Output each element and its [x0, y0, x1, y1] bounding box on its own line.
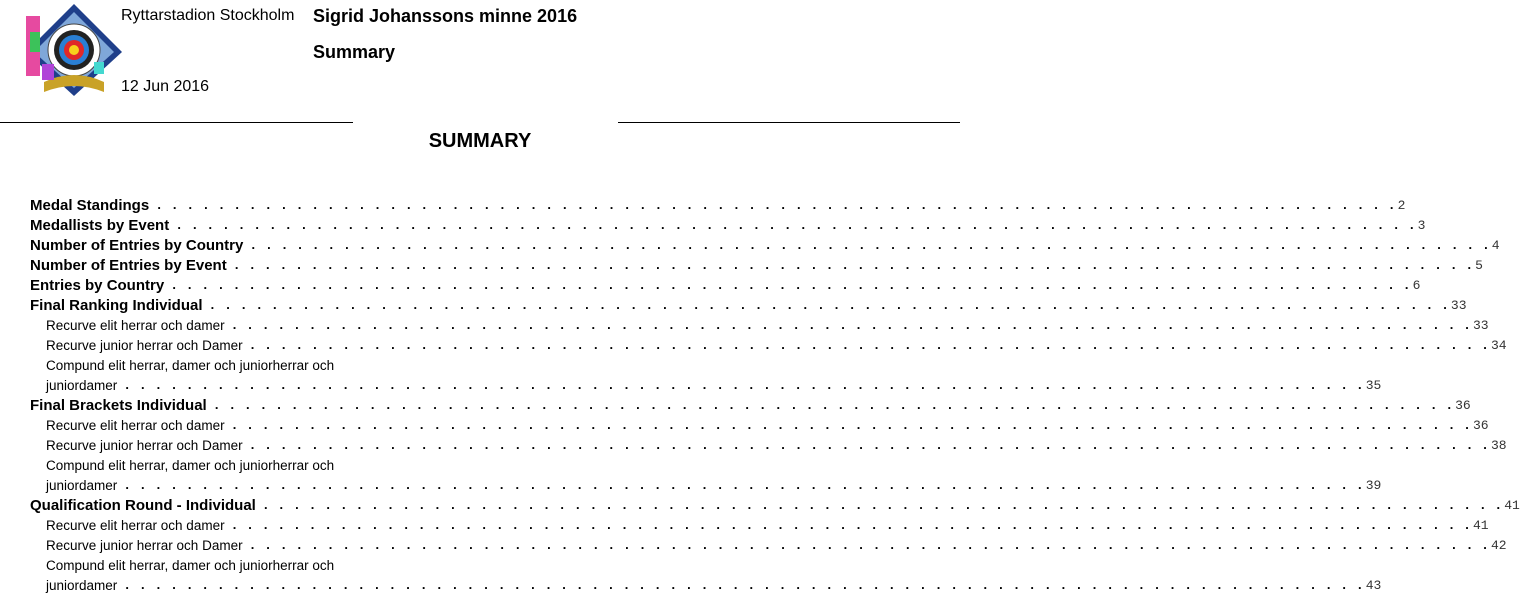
toc-page-number: 42	[1490, 538, 1507, 553]
toc-entry	[30, 296, 1467, 316]
page-heading: SUMMARY	[428, 130, 532, 152]
dot-leader: . . . . . . . . . . . . . . . . . . . . . . . . . . . . . . . . . . . . . . . . . . . . . . . . . . . . . . . . . . . . . . . . . . . . . . . . . . . . . . . .	[175, 218, 1416, 233]
toc-page-number: 5	[1475, 258, 1483, 273]
toc-page-number: 33	[1472, 318, 1489, 333]
toc-entry-label: Qualification Round - Individual	[30, 497, 256, 514]
toc-entry-label: Number of Entries by Country	[30, 237, 244, 254]
toc-page-number: 41	[1472, 518, 1489, 533]
toc-entry-label: juniordamer	[46, 578, 118, 593]
dot-leader: . . . . . . . . . . . . . . . . . . . . . . . . . . . . . . . . . . . . . . . . . . . . . . . . . . . . . . . . . . . . . . . . . . . . . . . . . . . . . . . .	[155, 198, 1396, 213]
dot-leader: . . . . . . . . . . . . . . . . . . . . . . . . . . . . . . . . . . . . . . . . . . . . . . . . . . . . . . . . . . . . . . . . . . . . . . . . . . . . . . . .	[248, 438, 1489, 453]
dot-leader: . . . . . . . . . . . . . . . . . . . . . . . . . . . . . . . . . . . . . . . . . . . . . . . . . . . . . . . . . . . . . . . . . . . . . . . . . . . . . . . .	[170, 278, 1411, 293]
dot-leader: . . . . . . . . . . . . . . . . . . . . . . . . . . . . . . . . . . . . . . . . . . . . . . . . . . . . . . . . . . . . . . . . . . . . . . . . . . . . . . . .	[261, 498, 1503, 513]
dot-leader: . . . . . . . . . . . . . . . . . . . . . . . . . . . . . . . . . . . . . . . . . . . . . . . . . . . . . . . . . . . . . . . . . . . . . . . . . . . . . . . .	[248, 538, 1489, 553]
toc-entry-label: Recurve junior herrar och Damer	[46, 338, 243, 353]
toc-subentry	[30, 436, 1507, 456]
dot-leader: . . . . . . . . . . . . . . . . . . . . . . . . . . . . . . . . . . . . . . . . . . . . . . . . . . . . . . . . . . . . . . . . . . . . . . . . . . . . . . . .	[123, 478, 1364, 493]
report-title: Summary	[313, 42, 396, 62]
toc-page-number: 4	[1491, 238, 1500, 253]
dot-leader: . . . . . . . . . . . . . . . . . . . . . . . . . . . . . . . . . . . . . . . . . . . . . . . . . . . . . . . . . . . . . . . . . . . . . . . . . . . . . . . .	[232, 258, 1474, 273]
dot-leader: . . . . . . . . . . . . . . . . . . . . . . . . . . . . . . . . . . . . . . . . . . . . . . . . . . . . . . . . . . . . . . . . . . . . . . . . . . . . . . . .	[123, 578, 1364, 593]
toc-entry-label: Final Brackets Individual	[30, 397, 207, 414]
toc-entry	[30, 256, 1483, 276]
toc-entry-label: Number of Entries by Event	[30, 257, 227, 274]
toc-page-number: 41	[1504, 498, 1520, 513]
toc-entry-label: Entries by Country	[30, 277, 165, 294]
toc-entry-label: Final Ranking Individual	[30, 297, 203, 314]
toc-subentry	[30, 376, 1382, 396]
toc-entry	[30, 216, 1426, 236]
report-date: 12 Jun 2016	[121, 78, 210, 95]
dot-leader: . . . . . . . . . . . . . . . . . . . . . . . . . . . . . . . . . . . . . . . . . . . . . . . . . . . . . . . . . . . . . . . . . . . . . . . . . . . . . . . .	[208, 298, 1449, 313]
toc-entry-label: Medallists by Event	[30, 217, 170, 234]
toc-entry-label: juniordamer	[46, 478, 118, 493]
toc-entry-label: Recurve elit herrar och damer	[46, 418, 225, 433]
toc-subentry	[30, 336, 1507, 356]
table-of-contents	[30, 196, 1520, 596]
toc-entry	[30, 196, 1406, 216]
header-divider-right	[618, 122, 960, 123]
toc-subentry	[30, 476, 1382, 496]
toc-page-number: 6	[1412, 278, 1421, 293]
toc-entry-label: Recurve elit herrar och damer	[46, 318, 225, 333]
toc-page-number: 35	[1365, 378, 1382, 393]
toc-subentry	[30, 536, 1507, 556]
toc-entry-label: Medal Standings	[30, 197, 150, 214]
toc-page-number: 3	[1417, 218, 1426, 233]
toc-entry-label: Recurve junior herrar och Damer	[46, 538, 243, 553]
toc-entry	[30, 276, 1421, 296]
toc-page-number: 2	[1397, 198, 1406, 213]
toc-page-number: 38	[1490, 438, 1507, 453]
toc-entry-label: juniordamer	[46, 378, 118, 393]
toc-entry	[30, 496, 1520, 516]
toc-entry-label-line1: Compund elit herrar, damer och juniorherrar och	[46, 558, 335, 573]
toc-subentry	[30, 316, 1489, 336]
toc-page-number: 43	[1365, 578, 1382, 593]
toc-page-number: 36	[1472, 418, 1489, 433]
toc-entry-label-line1: Compund elit herrar, damer och juniorherrar och	[46, 358, 335, 373]
dot-leader: . . . . . . . . . . . . . . . . . . . . . . . . . . . . . . . . . . . . . . . . . . . . . . . . . . . . . . . . . . . . . . . . . . . . . . . . . . . . . . . .	[230, 518, 1471, 533]
dot-leader: . . . . . . . . . . . . . . . . . . . . . . . . . . . . . . . . . . . . . . . . . . . . . . . . . . . . . . . . . . . . . . . . . . . . . . . . . . . . . . . .	[248, 338, 1489, 353]
dot-leader: . . . . . . . . . . . . . . . . . . . . . . . . . . . . . . . . . . . . . . . . . . . . . . . . . . . . . . . . . . . . . . . . . . . . . . . . . . . . . . . .	[123, 378, 1364, 393]
toc-subentry	[30, 516, 1489, 536]
dot-leader: . . . . . . . . . . . . . . . . . . . . . . . . . . . . . . . . . . . . . . . . . . . . . . . . . . . . . . . . . . . . . . . . . . . . . . . . . . . . . . . .	[230, 418, 1471, 433]
toc-subentry	[30, 416, 1489, 436]
toc-page-number: 33	[1450, 298, 1467, 313]
dot-leader: . . . . . . . . . . . . . . . . . . . . . . . . . . . . . . . . . . . . . . . . . . . . . . . . . . . . . . . . . . . . . . . . . . . . . . . . . . . . . . . .	[230, 318, 1471, 333]
dot-leader: . . . . . . . . . . . . . . . . . . . . . . . . . . . . . . . . . . . . . . . . . . . . . . . . . . . . . . . . . . . . . . . . . . . . . . . . . . . . . . . .	[249, 238, 1490, 253]
toc-entry-label: Recurve junior herrar och Damer	[46, 438, 243, 453]
toc-page-number: 39	[1365, 478, 1382, 493]
toc-entry	[30, 396, 1471, 416]
toc-page-number: 34	[1490, 338, 1507, 353]
toc-subentry	[30, 576, 1382, 596]
dot-leader: . . . . . . . . . . . . . . . . . . . . . . . . . . . . . . . . . . . . . . . . . . . . . . . . . . . . . . . . . . . . . . . . . . . . . . . . . . . . . . . .	[212, 398, 1454, 413]
toc-entry-label: Recurve elit herrar och damer	[46, 518, 225, 533]
toc-entry	[30, 236, 1500, 256]
toc-entry-label-line1: Compund elit herrar, damer och juniorherrar och	[46, 458, 335, 473]
toc-page-number: 36	[1455, 398, 1471, 413]
competition-name: Sigrid Johanssons minne 2016	[313, 6, 578, 26]
venue-name: Ryttarstadion Stockholm	[121, 7, 295, 24]
archery-target-logo	[24, 2, 124, 96]
header-divider-left	[0, 122, 353, 123]
